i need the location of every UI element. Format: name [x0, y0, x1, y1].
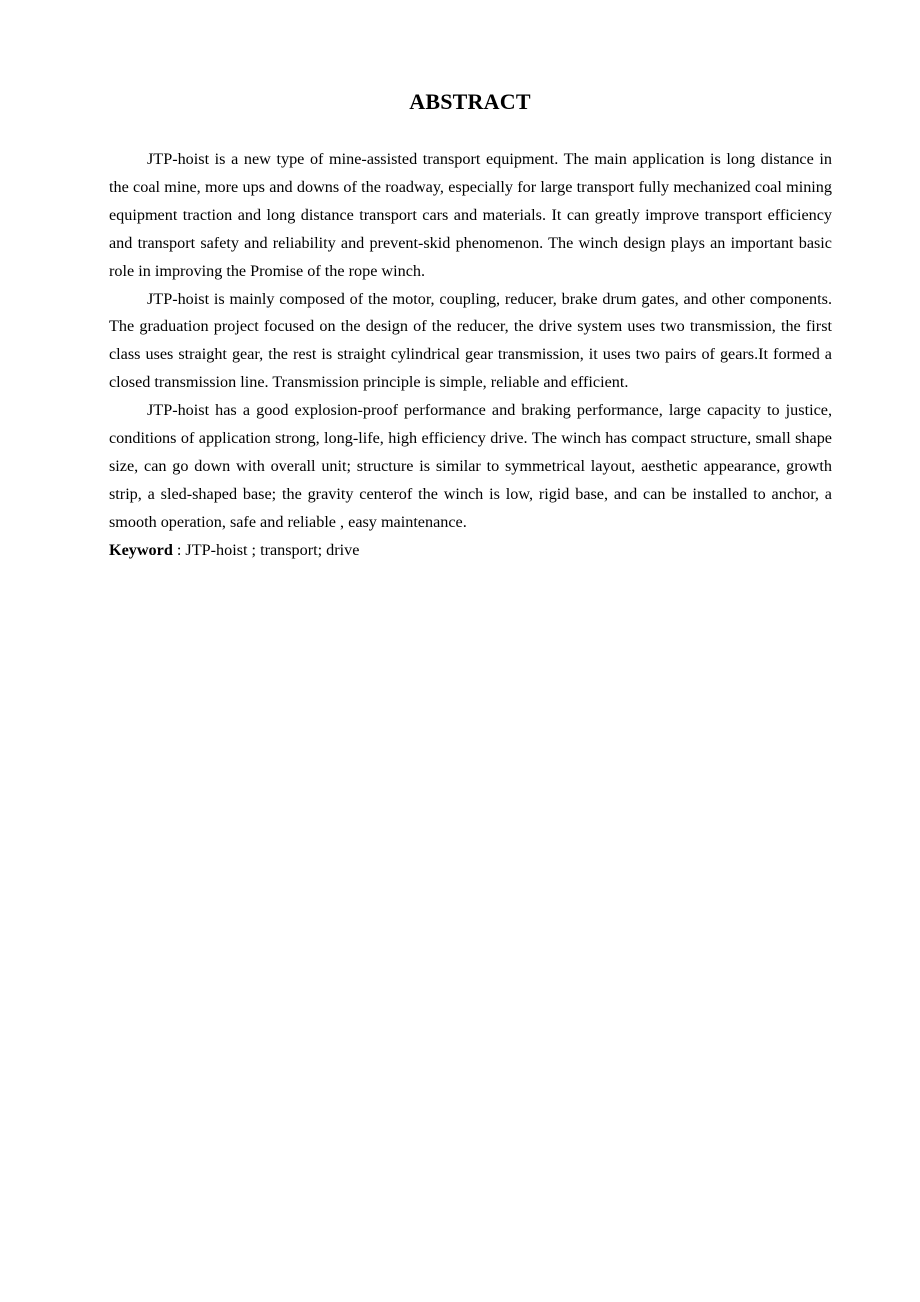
- abstract-title: ABSTRACT: [409, 89, 531, 114]
- abstract-body: [109, 146, 832, 565]
- abstract-paragraph-2: JTP-hoist is mainly composed of the motor, coupling, reducer, brake drum gates, and other components. The graduation project focused on the design of the reducer, the drive system uses two transmission, the first class uses straight gear, the rest is straight cylindrical gear transmission, it uses two pairs of gears.It formed a closed transmission line. Transmission principle is simple, reliable and efficient.: [109, 289, 832, 392]
- abstract-paragraph-1: JTP-hoist is a new type of mine-assisted transport equipment. The main application is long distance in the coal mine, more ups and downs of the roadway, especially for large transport fully mechanized coal mining equipment traction and long distance transport cars and materials. It can greatly improve transport efficiency and transport safety and reliability and prevent-skid phenomenon. The winch design plays an important basic role in improving the Promise of the rope winch.: [109, 150, 832, 280]
- abstract-paragraph-3: JTP-hoist has a good explosion-proof performance and braking performance, large capacity to justice, conditions of application strong, long-life, high efficiency drive. The winch has compact structure, small shape size, can go down with overall unit; structure is similar to symmetrical layout, aesthetic appearance, growth strip, a sled-shaped base; the gravity centerof the winch is low, rigid base, and can be installed to anchor, a smooth operation, safe and reliable , easy maintenance.: [109, 401, 832, 531]
- keywords-text: : JTP-hoist ; transport; drive: [172, 540, 360, 559]
- keywords-line: [109, 537, 832, 565]
- keywords-label: Keyword: [109, 540, 173, 559]
